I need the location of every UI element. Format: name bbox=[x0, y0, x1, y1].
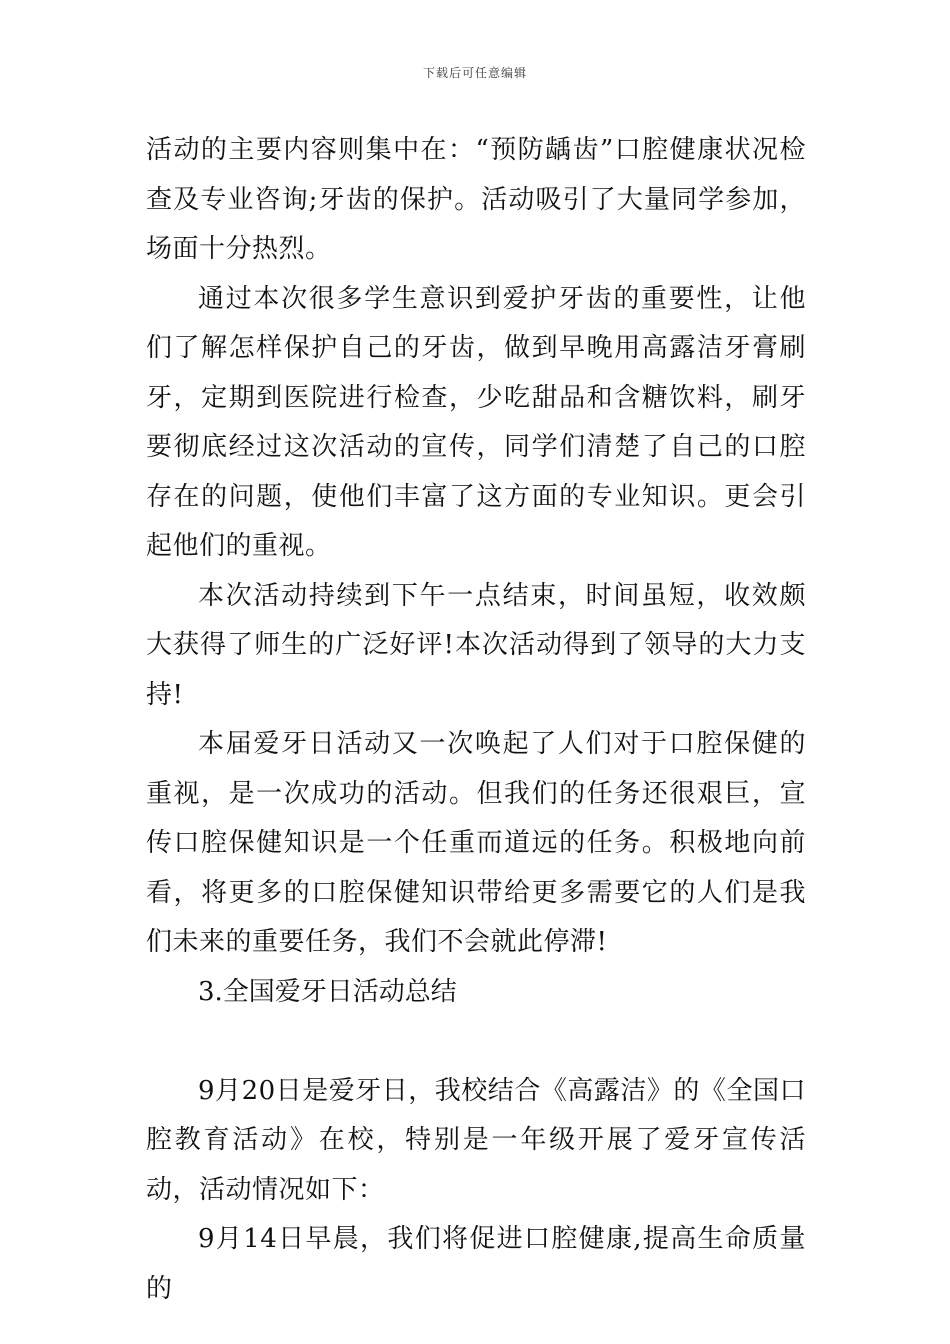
section-heading: 3.全国爱牙日活动总结 bbox=[198, 976, 457, 1007]
paragraph-love-teeth-day: 9月20日是爱牙日，我校结合《高露洁》的《全国口腔教育活动》在校，特别是一年级开展了爱牙宣传活动，活动情况如下： bbox=[146, 1075, 806, 1205]
paragraph-activity-duration: 本次活动持续到下午一点结束，时间虽短，收效颇大获得了师生的广泛好评!本次活动得到了领导的大力支持! bbox=[146, 580, 806, 710]
paragraph-conclusion: 本届爱牙日活动又一次唤起了人们对于口腔保健的重视，是一次成功的活动。但我们的任务还很艰巨，宣传口腔保健知识是一个任重而道远的任务。积极地向前看，将更多的口腔保健知识带给更多需要它的人们是我们未来的重要任务，我们不会就此停滞! bbox=[146, 729, 806, 957]
paragraph-activity-content: 活动的主要内容则集中在：“预防龋齿”口腔健康状况检查及专业咨询;牙齿的保护。活动吸引了大量同学参加，场面十分热烈。 bbox=[146, 135, 806, 264]
document-body bbox=[146, 126, 806, 1314]
paragraph-student-awareness: 通过本次很多学生意识到爱护牙齿的重要性，让他们了解怎样保护自己的牙齿，做到早晚用高露洁牙膏刷牙，定期到医院进行检查，少吃甜品和含糖饮料，刷牙要彻底经过这次活动的宣传，同学们清楚了自己的口腔存在的问题，使他们丰富了这方面的专业知识。更会引起他们的重视。 bbox=[146, 283, 806, 561]
page-header: 下载后可任意编辑 bbox=[422, 66, 527, 80]
paragraph-morning-event: 9月14日早晨，我们将促进口腔健康,提高生命质量的 bbox=[146, 1224, 806, 1304]
blank-line bbox=[146, 1017, 806, 1067]
